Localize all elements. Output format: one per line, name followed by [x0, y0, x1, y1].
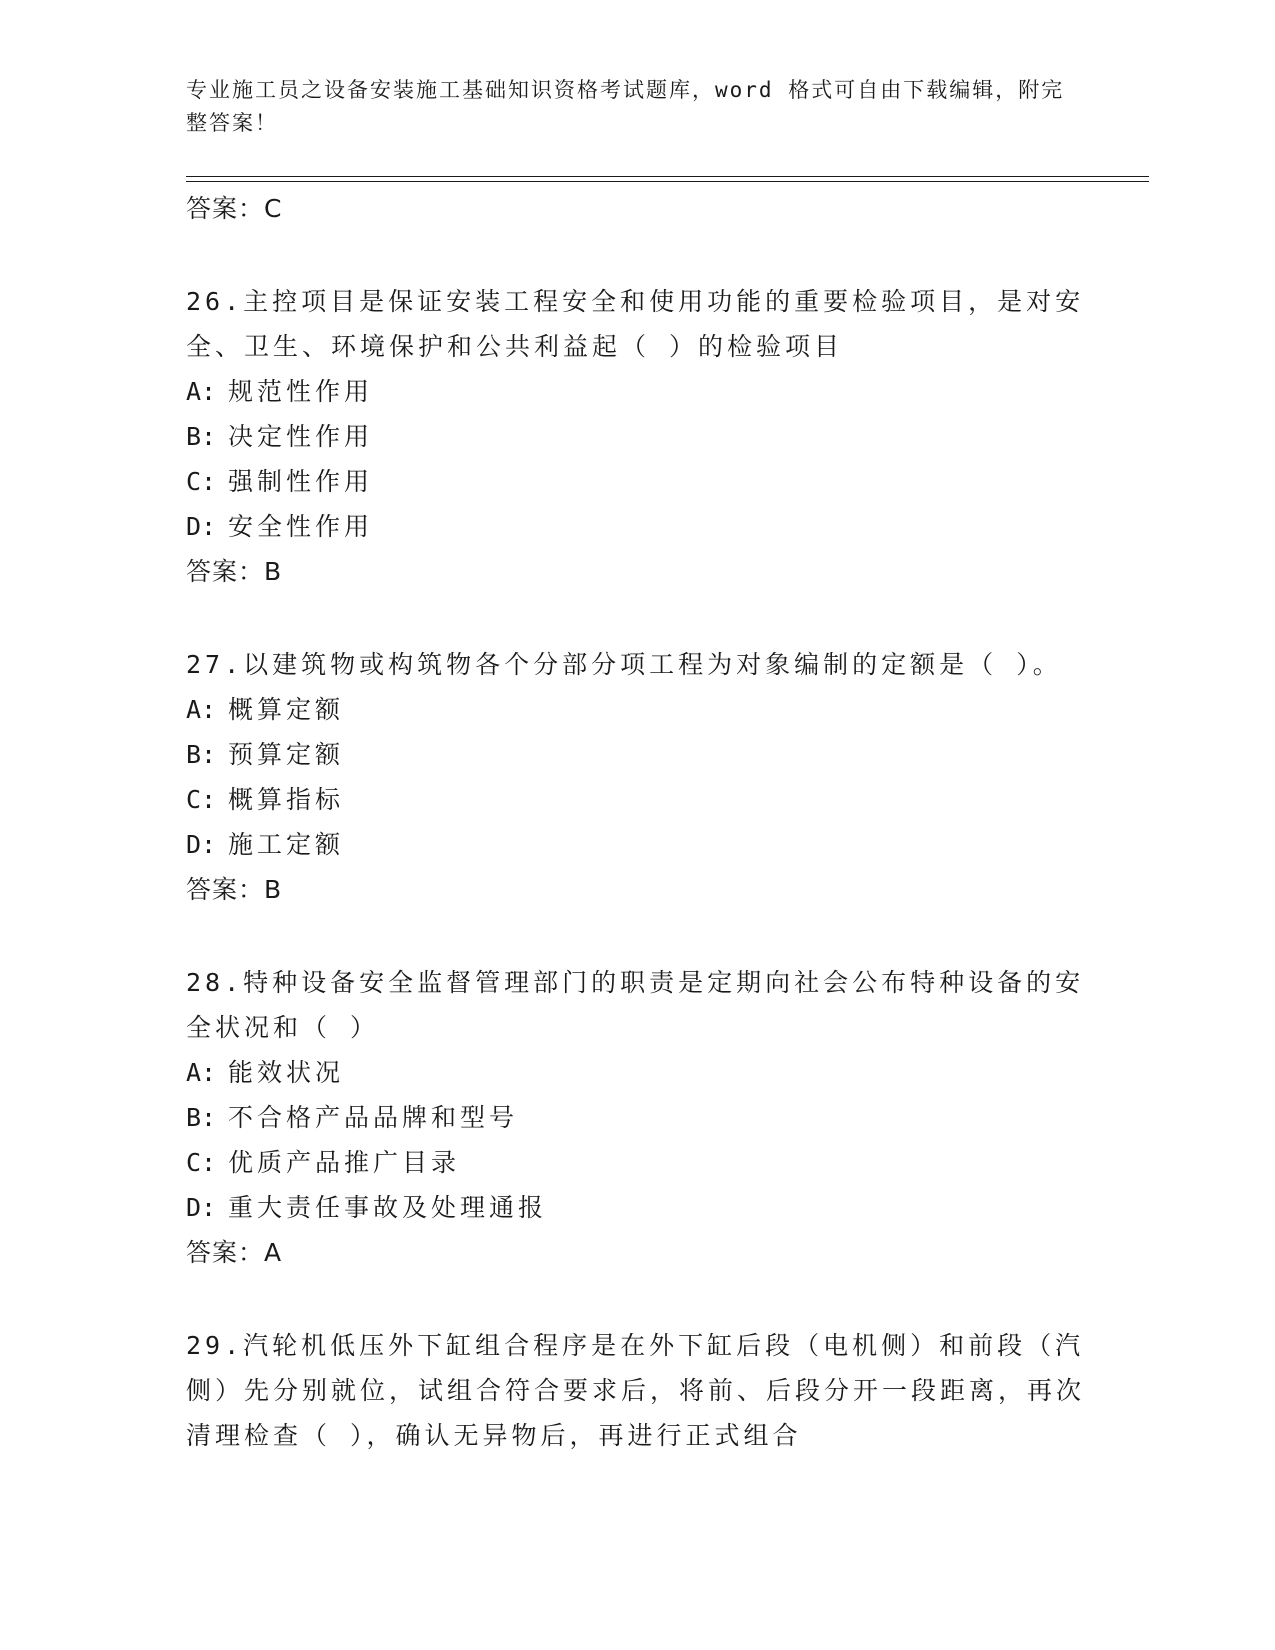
question-item — [186, 642, 1086, 912]
option-text: 施工定额 — [228, 830, 345, 859]
option-c — [186, 777, 1086, 822]
option-c — [186, 459, 1086, 504]
option-letter: D: — [186, 830, 217, 859]
option-letter: C: — [186, 467, 217, 496]
option-text: 不合格产品品牌和型号 — [228, 1103, 519, 1132]
option-letter: A: — [186, 695, 217, 724]
option-d — [186, 1185, 1086, 1230]
page-header: 专业施工员之设备安装施工基础知识资格考试题库，word 格式可自由下载编辑，附完整答案！ — [186, 78, 1065, 135]
option-text: 重大责任事故及处理通报 — [228, 1193, 548, 1222]
option-letter: A: — [186, 1058, 217, 1087]
option-a — [186, 687, 1086, 732]
option-b — [186, 414, 1086, 459]
option-letter: C: — [186, 785, 217, 814]
question-list — [186, 186, 1086, 1458]
option-letter: B: — [186, 422, 217, 451]
answer-line: 答案：C — [186, 194, 283, 223]
option-letter: B: — [186, 1103, 217, 1132]
answer-line: 答案：B — [186, 875, 283, 904]
option-text: 优质产品推广目录 — [228, 1148, 461, 1177]
question-item — [186, 960, 1086, 1275]
option-text: 决定性作用 — [228, 422, 374, 451]
option-a — [186, 1050, 1086, 1095]
answer-line: 答案：B — [186, 557, 283, 586]
option-text: 概算定额 — [228, 695, 345, 724]
question-item — [186, 279, 1086, 594]
option-letter: B: — [186, 740, 217, 769]
option-c — [186, 1140, 1086, 1185]
option-letter: A: — [186, 377, 217, 406]
answer-line: 答案：A — [186, 1238, 283, 1267]
question-text: 27.以建筑物或构筑物各个分部分项工程为对象编制的定额是（ ）。 — [186, 650, 1062, 679]
option-text: 能效状况 — [228, 1058, 345, 1087]
question-item — [186, 1323, 1086, 1458]
option-b — [186, 732, 1086, 777]
option-d — [186, 822, 1086, 867]
option-d — [186, 504, 1086, 549]
option-b — [186, 1095, 1086, 1140]
option-letter: D: — [186, 1193, 217, 1222]
option-text: 安全性作用 — [228, 512, 374, 541]
option-a — [186, 369, 1086, 414]
question-text: 29.汽轮机低压外下缸组合程序是在外下缸后段（电机侧）和前段（汽侧）先分别就位，试组合符合要求后，将前、后段分开一段距离，再次清理检查（ ），确认无异物后，再进行正式组合 — [186, 1331, 1086, 1450]
option-text: 强制性作用 — [228, 467, 374, 496]
question-text: 26.主控项目是保证安装工程安全和使用功能的重要检验项目，是对安全、卫生、环境保护和公共利益起（ ）的检验项目 — [186, 287, 1085, 361]
option-letter: C: — [186, 1148, 217, 1177]
option-letter: D: — [186, 512, 217, 541]
option-text: 预算定额 — [228, 740, 345, 769]
option-text: 概算指标 — [228, 785, 345, 814]
header-double-rule — [186, 176, 1149, 182]
option-text: 规范性作用 — [228, 377, 374, 406]
question-text: 28.特种设备安全监督管理部门的职责是定期向社会公布特种设备的安全状况和（ ） — [186, 968, 1085, 1042]
